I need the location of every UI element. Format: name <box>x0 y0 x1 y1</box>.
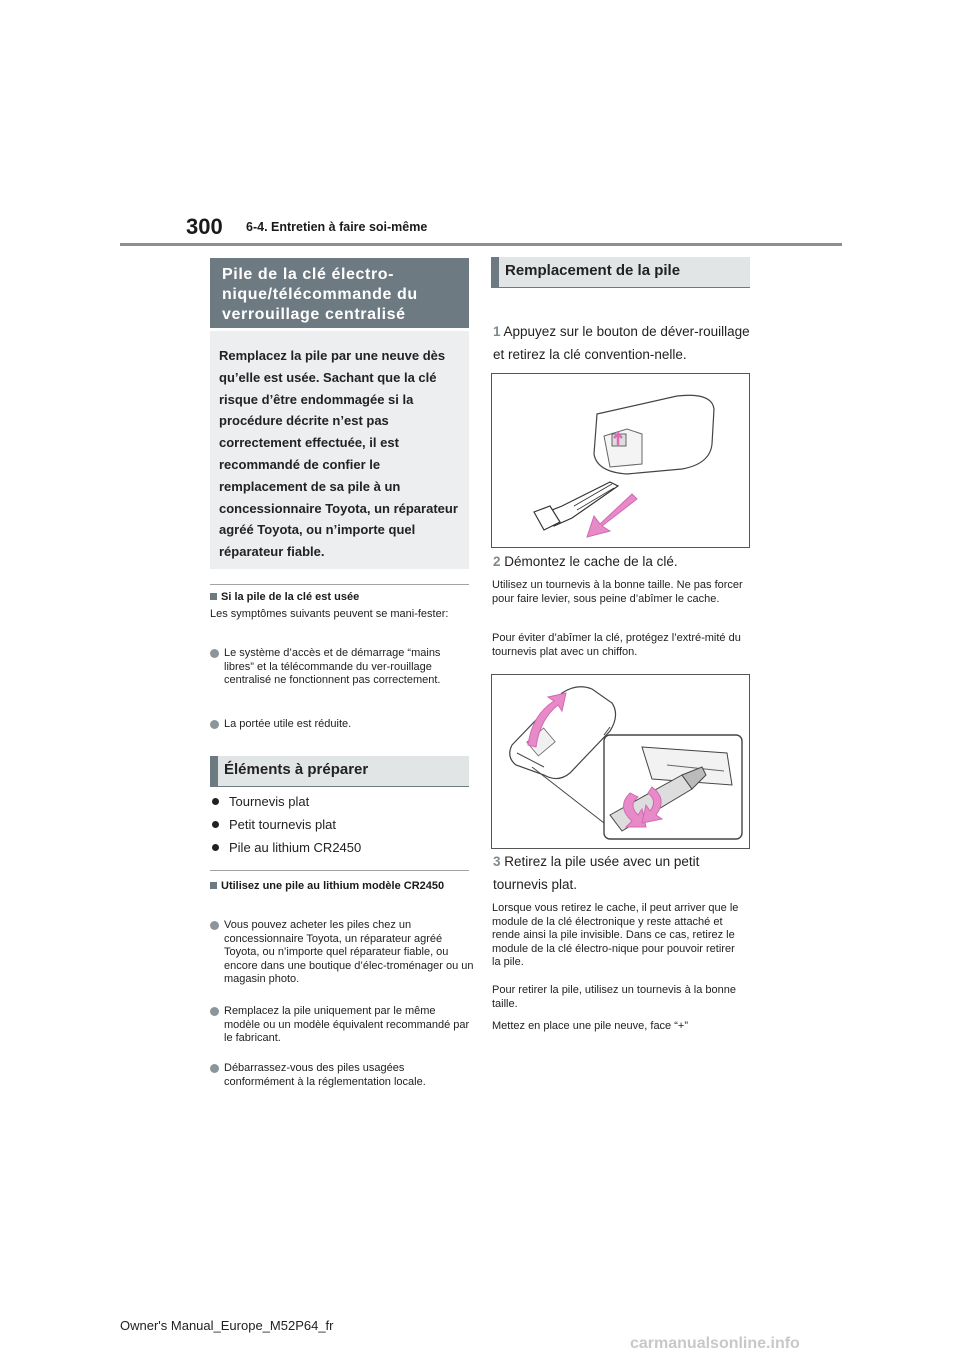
step-number: 1 <box>493 324 501 339</box>
figure-open-key-cover <box>491 674 750 849</box>
bullet-icon <box>210 1064 219 1073</box>
title-line-3: verrouillage centralisé <box>222 306 406 323</box>
replace-heading: Remplacement de la pile <box>505 262 681 279</box>
bullet-icon <box>212 821 219 828</box>
title-line-2: nique/télécommande du <box>222 286 418 303</box>
step-2-paragraph: Utilisez un tournevis à la bonne taille. Ne pas forcer pour faire levier, sous peine d’abîmer le cache. <box>492 579 743 605</box>
note-divider <box>210 870 469 871</box>
tool-item: Pile au lithium CR2450 <box>212 840 361 855</box>
bullet-icon <box>210 720 219 729</box>
step-text: Démontez le cache de la clé. <box>504 554 678 569</box>
list-item: Vous pouvez acheter les piles chez un concessionnaire Toyota, un réparateur agréé Toyota, ou n’importe quel réparateur fiable, ou encore dans une boutique d’élec-troménager ou un magasin photo. <box>210 919 474 987</box>
step-1 <box>493 320 750 366</box>
header-divider <box>120 243 842 246</box>
key-fob-illustration <box>492 374 749 547</box>
bullet-icon <box>210 921 219 930</box>
note-worn-battery-intro: Les symptômes suivants peuvent se mani-fester: <box>210 608 449 620</box>
replace-heading-marker <box>491 257 499 287</box>
tools-heading-marker <box>210 756 218 786</box>
step-number: 3 <box>493 854 501 869</box>
manual-footer: Owner's Manual_Europe_M52P64_fr <box>120 1318 334 1333</box>
tool-item: Tournevis plat <box>212 794 309 809</box>
bullet-icon <box>212 844 219 851</box>
bullet-icon <box>210 649 219 658</box>
list-item: Le système d’accès et de démarrage “mains libres” et la télécommande du ver-rouillage centralisé ne fonctionnent pas correctement. <box>210 647 472 688</box>
note-divider <box>210 584 469 585</box>
bullet-icon <box>210 1007 219 1016</box>
note-title-text: Si la pile de la clé est usée <box>221 591 360 603</box>
step-3-paragraph: Pour retirer la pile, utilisez un tournevis à la bonne taille. <box>492 984 736 1010</box>
tool-item: Petit tournevis plat <box>212 817 336 832</box>
step-text: Appuyez sur le bouton de déver-rouillage et retirez la clé convention-nelle. <box>493 324 750 362</box>
bullet-icon <box>212 798 219 805</box>
list-item: La portée utile est réduite. <box>210 718 472 732</box>
step-2 <box>493 550 750 573</box>
key-battery-info-text: Remplacez la pile par une neuve dès qu’elle est usée. Sachant que la clé risque d’être endommagée si la procédure décrite n’est pas correctement effectuée, il est recommandé de confier le remplacement de sa pile à un concessionnaire Toyota, un réparateur agréé Toyota, ou n’importe quel réparateur fiable. <box>219 348 458 560</box>
list-item: Débarrassez-vous des piles usagées conformément à la réglementation locale. <box>210 1062 474 1089</box>
title-line-1: Pile de la clé électro- <box>222 266 395 283</box>
section-title: 6-4. Entretien à faire soi-même <box>246 220 428 234</box>
step-3-paragraph: Mettez en place une pile neuve, face “+” <box>492 1020 688 1032</box>
watermark: carmanualsonline.info <box>630 1335 800 1352</box>
step-text: Retirez la pile usée avec un petit tournevis plat. <box>493 854 700 892</box>
key-cover-illustration <box>492 675 749 848</box>
note-square-icon <box>210 593 217 600</box>
step-3-paragraph: Lorsque vous retirez le cache, il peut arriver que le module de la clé électronique y reste attaché et rende ainsi la pile invisible. Dans ce cas, retirez le module de la clé électro-nique pour pouvoir retirer la pile. <box>492 902 739 968</box>
step-number: 2 <box>493 554 501 569</box>
list-item: Remplacez la pile uniquement par le même modèle ou un modèle équivalent recommandé par le fabricant. <box>210 1005 474 1046</box>
note-cr2450-title: Utilisez une pile au lithium modèle CR2450 <box>210 880 460 894</box>
key-battery-title <box>222 265 462 325</box>
figure-remove-mechanical-key <box>491 373 750 548</box>
note-square-icon <box>210 882 217 889</box>
tools-heading-underline <box>210 786 469 787</box>
replace-heading-underline <box>491 287 750 288</box>
step-3 <box>493 850 750 896</box>
step-2-paragraph: Pour éviter d’abîmer la clé, protégez l’extré-mité du tournevis plat avec un chiffon. <box>492 632 741 658</box>
tools-heading: Éléments à préparer <box>224 761 369 778</box>
note-worn-battery-title <box>210 591 469 603</box>
page-number: 300 <box>186 214 223 239</box>
